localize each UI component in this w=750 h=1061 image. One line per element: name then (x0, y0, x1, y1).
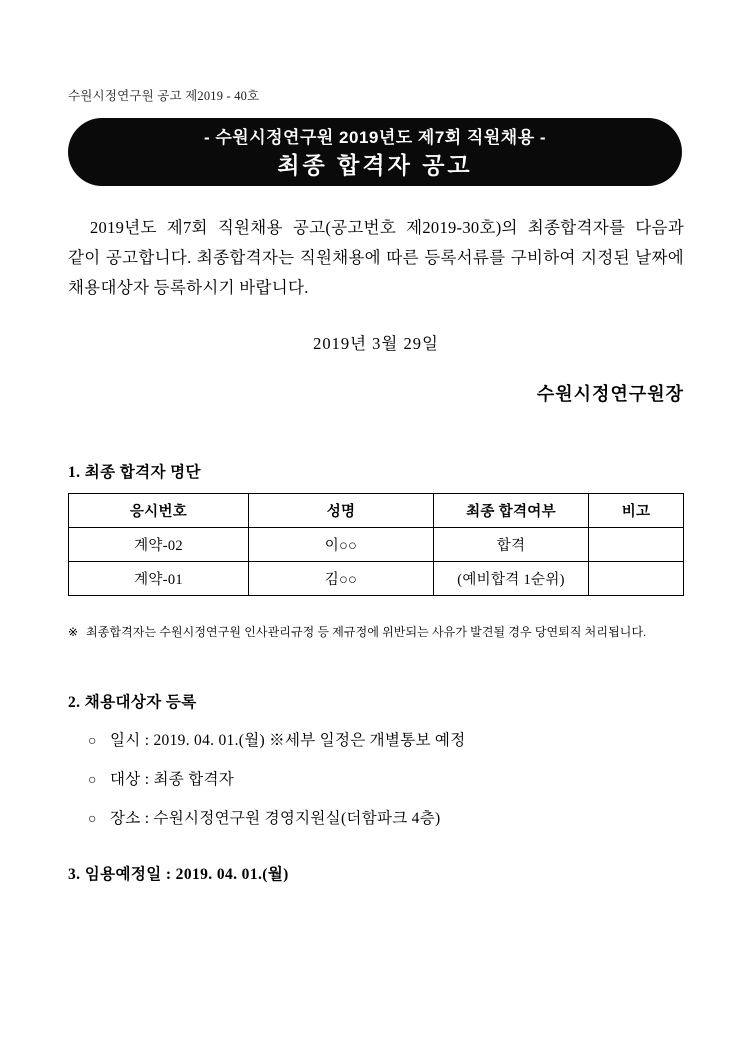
table-cell: 합격 (434, 528, 589, 562)
table-row (69, 562, 684, 596)
document-number: 수원시정연구원 공고 제2019 - 40호 (68, 89, 260, 103)
list-item-text: 대상 : 최종 합격자 (110, 771, 235, 788)
table-cell: 계약-02 (69, 528, 249, 562)
table-cell: 이○○ (249, 528, 434, 562)
table-header-cell: 응시번호 (69, 494, 249, 528)
footnote-text: 최종합격자는 수원시정연구원 인사관리규정 등 제규정에 위반되는 사유가 발견될 경우 당연퇴직 처리됩니다. (86, 625, 647, 639)
intro-paragraph: 2019년도 제7회 직원채용 공고(공고번호 제2019-30호)의 최종합격자를 다음과 같이 공고합니다. 최종합격자는 직원채용에 따른 등록서류를 구비하여 지정된 날짜에 채용대상자 등록하시기 바랍니다. (68, 218, 684, 297)
table-cell: 계약-01 (69, 562, 249, 596)
table-cell: (예비합격 1순위) (434, 562, 589, 596)
section-3-heading: 3. 임용예정일 : 2019. 04. 01.(월) (68, 866, 289, 883)
bullet-icon: ○ (88, 812, 97, 827)
table-cell (589, 528, 684, 562)
footnote-mark: ※ (68, 625, 79, 639)
list-item (88, 800, 688, 839)
list-item-text: 장소 : 수원시정연구원 경영지원실(더함파크 4층) (110, 810, 441, 827)
final-passers-table (68, 493, 684, 596)
title-banner (68, 118, 682, 186)
registration-details-list (88, 722, 688, 839)
list-item-text: 일시 : 2019. 04. 01.(월) ※세부 일정은 개별통보 예정 (110, 732, 466, 749)
bullet-icon: ○ (88, 734, 97, 749)
table-row (69, 528, 684, 562)
announcement-date: 2019년 3월 29일 (313, 334, 439, 353)
table-header-cell: 성명 (249, 494, 434, 528)
section-2-heading: 2. 채용대상자 등록 (68, 694, 197, 711)
table-header-cell: 비고 (589, 494, 684, 528)
table-header-cell: 최종 합격여부 (434, 494, 589, 528)
issuer-signature: 수원시정연구원장 (536, 384, 684, 404)
table-cell: 김○○ (249, 562, 434, 596)
table-footnote (68, 623, 682, 641)
bullet-icon: ○ (88, 773, 97, 788)
list-item (88, 722, 688, 761)
table-header-row (69, 494, 684, 528)
table-cell (589, 562, 684, 596)
title-subheading: - 수원시정연구원 2019년도 제7회 직원채용 - (203, 128, 547, 147)
section-1-heading: 1. 최종 합격자 명단 (68, 464, 201, 481)
title-main: 최종 합격자 공고 (277, 152, 473, 178)
list-item (88, 761, 688, 800)
